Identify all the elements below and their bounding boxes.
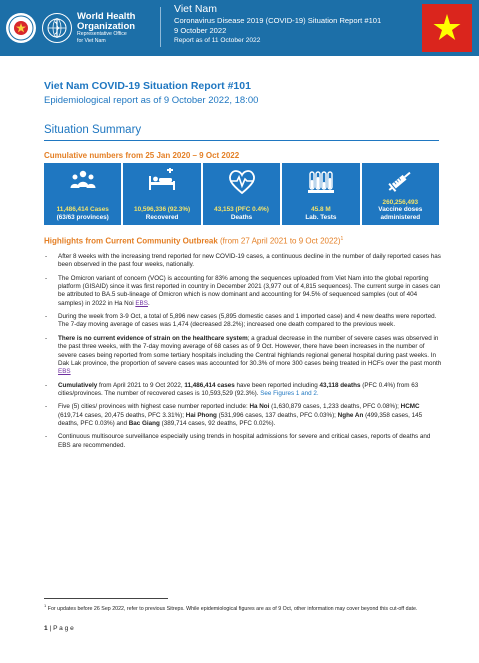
people-group-icon	[67, 168, 99, 199]
bullet-text: have been reported including	[234, 381, 320, 389]
recovered-tile	[123, 163, 200, 225]
cases-tile	[44, 163, 121, 225]
bullet-bold: There is no current evidence of strain on the healthcare system	[58, 334, 248, 342]
logo-area	[6, 7, 135, 49]
bullet-bold: Ha Noi	[249, 403, 270, 411]
highlights-footnote-ref: 1	[340, 236, 344, 242]
bullet-surveillance	[44, 433, 442, 450]
bullet-text: (531,996 cases, 137 deaths, PFC 0.03%);	[216, 411, 338, 419]
bullet-text: ; a gradual decrease in the number of severe cases was observed in the past three weeks, with the 7-day moving average of 68 cases as of 9 Oct. However, there have been increases in the number of severe cases being reported from some tertiary hospitals including the Central highlands regional general hospital during past weeks. In Dak Lak province, the proportion of severe cases was accounted for 30.3% of more 300 cases being treated in HCFs over the past month	[58, 334, 442, 367]
bullet-healthcare	[44, 335, 442, 376]
viet-nam-flag-icon	[422, 4, 472, 52]
bullet-text: After 8 weeks with the increasing trend reported for new COVID-19 cases, a continuous decline in the number of daily reported cases has been observed in the past four weeks, nationally.	[58, 253, 441, 269]
cases-value: 11,486,414 Cases	[56, 206, 109, 214]
header-country: Viet Nam	[174, 3, 217, 15]
viet-nam-emblem-icon	[6, 13, 36, 43]
header-report-line: Coronavirus Disease 2019 (COVID-19) Situation Report #101	[174, 16, 382, 25]
footnote-marker: 1	[44, 603, 47, 608]
highlights-list	[44, 253, 442, 455]
vaccine-label: Vaccine doses administered	[378, 206, 423, 221]
heart-pulse-icon	[226, 168, 258, 201]
page-separator: |	[47, 625, 54, 632]
footnote-text: For updates before 26 Sep 2022, refer to previous Sitreps. While epidemiological figures are as of 9 Oct, other information may cover beyond this cut-off date.	[46, 605, 418, 612]
test-tubes-icon	[305, 168, 337, 201]
bullet-bold: 11,486,414 cases	[184, 381, 235, 389]
header-date: 9 October 2022	[174, 26, 227, 35]
highlights-range: (from 27 April 2021 to 9 Oct 2022)	[217, 236, 341, 246]
bullet-text: During the week from 3-9 Oct, a total of 5,896 new cases (5,895 domestic cases and 1 imported case) and 4 new deaths were reported. The 7-day moving average of cases was 1,474 (decreased 28.2%); increased one death compared to the previous week.	[58, 313, 437, 329]
bullet-trend	[44, 253, 442, 270]
highlights-bold: Highlights from Current Community Outbreak	[44, 236, 218, 246]
bullet-text: (389,714 cases, 92 deaths, PFC 0.02%).	[159, 419, 276, 427]
cases-label: (63/63 provinces)	[56, 213, 109, 221]
lab-tests-value: 45.8 M	[311, 206, 331, 214]
cumulative-heading: Cumulative numbers from 25 Jan 2020 – 9 Oct 2022	[44, 151, 240, 160]
bullet-text: The Omicron variant of concern (VOC) is accounting for 83% among the sequences uploaded from Viet Nam into the global reporting platform (GISAID) since it was first reported in country in December 2021 (3,977 out of 4,815 sequences). The current surge in cases can be attributed to BA.5 sub-lineage of Omicron which is now dominant and accounting for 94.5% of sequenced samples (out of 404 samples) in 2022 in Ha Noi	[58, 274, 441, 307]
bullet-weekly	[44, 313, 442, 330]
lab-tests-label: Lab. Tests	[305, 213, 337, 221]
bullet-text: .	[147, 299, 150, 307]
bullet-bold: 43,118 deaths	[319, 381, 361, 389]
section-rule	[44, 140, 439, 141]
bullet-text: (619,714 cases, 20,475 deaths, PFC 3.31%);	[58, 411, 186, 419]
bullet-top-provinces	[44, 403, 442, 428]
recovered-label: Recovered	[145, 213, 179, 221]
bullet-omicron	[44, 275, 442, 308]
bullet-cumulative	[44, 382, 442, 399]
bullet-text: from April 2021 to 9 Oct 2022,	[97, 381, 185, 389]
footnote-rule	[44, 598, 168, 599]
page-number-value: 1	[44, 625, 48, 632]
header-info	[174, 3, 381, 44]
report-subtitle: Epidemiological report as of 9 October 2022, 18:00	[44, 95, 259, 106]
report-header	[0, 0, 479, 56]
bullet-bold: Nghe An	[337, 411, 364, 419]
bullet-text: Continuous multisource surveillance especially using trends in hospital admissions for severe and critical cases, reports of deaths and EBS are recommended.	[58, 433, 431, 449]
deaths-tile	[203, 163, 280, 225]
bullet-text: (1,630,879 cases, 1,233 deaths, PFC 0.08%);	[269, 403, 401, 411]
header-as-of: Report as of 11 October 2022	[174, 37, 261, 44]
org-name-line2: Organization	[77, 20, 136, 32]
who-logo-icon	[42, 13, 72, 43]
figures-link[interactable]: See Figures 1 and 2.	[260, 389, 319, 397]
ebs-link[interactable]: EBS	[58, 368, 71, 376]
vaccine-tile	[362, 163, 439, 225]
bullet-bold: Cumulatively	[58, 381, 98, 389]
ebs-link[interactable]: EBS	[135, 299, 148, 307]
hospital-bed-icon	[145, 168, 179, 199]
report-title: Viet Nam COVID-19 Situation Report #101	[44, 80, 251, 92]
highlights-heading	[44, 236, 343, 246]
vaccine-value: 260,256,493	[382, 198, 419, 206]
vaccine-syringe-icon	[384, 168, 416, 199]
header-divider	[160, 7, 161, 47]
section-title: Situation Summary	[44, 124, 142, 136]
bullet-text: (499,358 cases, 145 deaths, PFC 0.03%) and	[58, 411, 423, 427]
bullet-text: (PFC 0.4%) from 63 cities/provinces. The number of recovered cases is 10,593,529 (92.3%).	[58, 381, 419, 397]
org-sub-line1: Representative Office	[77, 31, 127, 38]
bullet-bold: Bac Giang	[128, 419, 160, 427]
recovered-value: 10,596,336 (92.3%)	[134, 206, 191, 214]
footnote	[44, 602, 444, 613]
page-label: P a g e	[53, 625, 74, 632]
bullet-text: Five (5) cities/ provinces with highest case number reported include:	[58, 403, 250, 411]
org-sub-line2: for Viet Nam	[77, 37, 106, 44]
summary-tiles	[44, 163, 439, 225]
org-name-line1: World Health	[77, 11, 136, 23]
bullet-bold: HCMC	[400, 403, 420, 411]
page-number	[44, 625, 74, 632]
bullet-bold: Hai Phong	[185, 411, 217, 419]
deaths-value: 43,153 (PFC 0.4%)	[214, 206, 269, 214]
who-wordmark	[77, 12, 135, 43]
lab-tests-tile	[282, 163, 359, 225]
deaths-label: Deaths	[230, 213, 253, 221]
